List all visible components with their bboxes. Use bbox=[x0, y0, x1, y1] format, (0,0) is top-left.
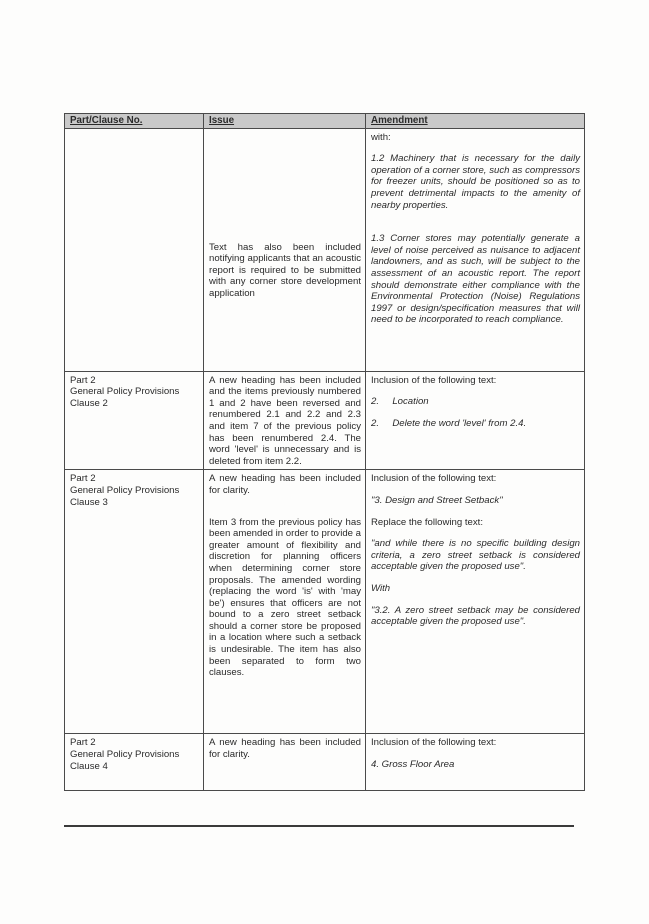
table-header-row bbox=[65, 114, 585, 129]
table-row bbox=[65, 128, 585, 371]
row3-part-line2: General Policy Provisions bbox=[70, 484, 180, 496]
table-row bbox=[65, 470, 585, 734]
row2-amendment-cell bbox=[366, 371, 585, 470]
row2-amend-item2-num: 2. bbox=[371, 417, 380, 429]
row2-amend-intro: Inclusion of the following text: bbox=[371, 374, 497, 386]
row4-issue-text: A new heading has been included for clarity. bbox=[209, 737, 361, 760]
row1-issue-cell bbox=[204, 128, 366, 371]
row2-issue-cell bbox=[204, 371, 366, 470]
row4-amendment-cell bbox=[366, 734, 585, 791]
row1-amend-clause-1-2: 1.2 Machinery that is necessary for the daily operation of a corner store, such as compressors for freezer units, should be positioned so as to prevent detrimental impacts to the amenity of nearby properties. bbox=[371, 153, 580, 211]
row2-amend-item1-num: 2. bbox=[371, 396, 380, 408]
row3-part-line1: Part 2 bbox=[70, 473, 96, 485]
row3-amendment-cell bbox=[366, 470, 585, 734]
page-bottom-rule bbox=[64, 825, 574, 827]
table-row bbox=[65, 371, 585, 470]
row1-issue-text: Text has also been included notifying applicants that an acoustic report is required to be submitted with any corner store development application bbox=[209, 241, 361, 299]
row3-amend-quote1: "3. Design and Street Setback" bbox=[371, 494, 503, 506]
row4-part-line3: Clause 4 bbox=[70, 760, 108, 772]
row2-part-cell bbox=[65, 371, 204, 470]
row3-part-line3: Clause 3 bbox=[70, 496, 108, 508]
row3-issue-p2: Item 3 from the previous policy has been amended in order to provide a greater amount of flexibility and discretion for planning officers when determining corner store proposals. The amended wording (replacing the word 'is' with 'may be') ensures that officers are not bound to a zero street setback should a corner store be proposed in a location where such a setback is undesirable. The item has also been separated to form two clauses. bbox=[209, 516, 362, 679]
row2-issue-text: A new heading has been included and the items previously numbered 1 and 2 have been reversed and renumbered 2.1 and 2.2 and 2.3 and item 7 of the previous policy has been renumbered 2.4. The word 'level' is unnecessary and is deleted from item 2.2. bbox=[209, 374, 361, 467]
header-amendment: Amendment bbox=[366, 114, 585, 129]
row4-issue-cell bbox=[204, 734, 366, 791]
row1-part-cell bbox=[65, 128, 204, 371]
row3-part-cell bbox=[65, 470, 204, 734]
row2-amend-item1-text: Location bbox=[392, 396, 429, 408]
row2-amend-item1 bbox=[371, 396, 580, 408]
row4-part-cell bbox=[65, 734, 204, 791]
row2-part-line2: General Policy Provisions bbox=[70, 386, 180, 398]
row4-amend-item: 4. Gross Floor Area bbox=[371, 758, 455, 770]
row3-amend-quote2: "and while there is no specific building design criteria, a zero street setback is considered acceptable given the proposed use". bbox=[371, 538, 580, 573]
row1-amend-clause-1-3: 1.3 Corner stores may potentially generate a level of noise perceived as nuisance to adjacent landowners, and as such, will be subject to the assessment of an acoustic report. The report should demonstrate either compliance with the Environmental Protection (Noise) Regulations 1997 or design/specification measures that will need to be incorporated to reach compliance. bbox=[371, 233, 580, 326]
header-part-clause: Part/Clause No. bbox=[65, 114, 204, 129]
row3-issue-cell bbox=[204, 470, 366, 734]
row1-amendment-cell bbox=[366, 128, 585, 371]
row4-part-line2: General Policy Provisions bbox=[70, 748, 180, 760]
row4-part-line1: Part 2 bbox=[70, 737, 96, 749]
row3-amend-quote3: "3.2. A zero street setback may be considered acceptable given the proposed use". bbox=[371, 604, 580, 628]
header-issue: Issue bbox=[204, 114, 366, 129]
row3-amend-replace: Replace the following text: bbox=[371, 516, 483, 528]
amendment-table bbox=[64, 113, 585, 791]
row2-part-line1: Part 2 bbox=[70, 374, 96, 386]
row3-amend-with: With bbox=[371, 582, 391, 594]
table-row bbox=[65, 734, 585, 791]
row2-amend-item2-text: Delete the word 'level' from 2.4. bbox=[392, 417, 527, 429]
row3-issue-p1: A new heading has been included for clarity. bbox=[209, 473, 361, 496]
row2-part-line3: Clause 2 bbox=[70, 397, 108, 409]
row2-amend-item2 bbox=[371, 418, 580, 430]
row3-amend-intro: Inclusion of the following text: bbox=[371, 473, 497, 485]
row1-amend-with: with: bbox=[371, 131, 391, 143]
row4-amend-intro: Inclusion of the following text: bbox=[371, 737, 497, 749]
